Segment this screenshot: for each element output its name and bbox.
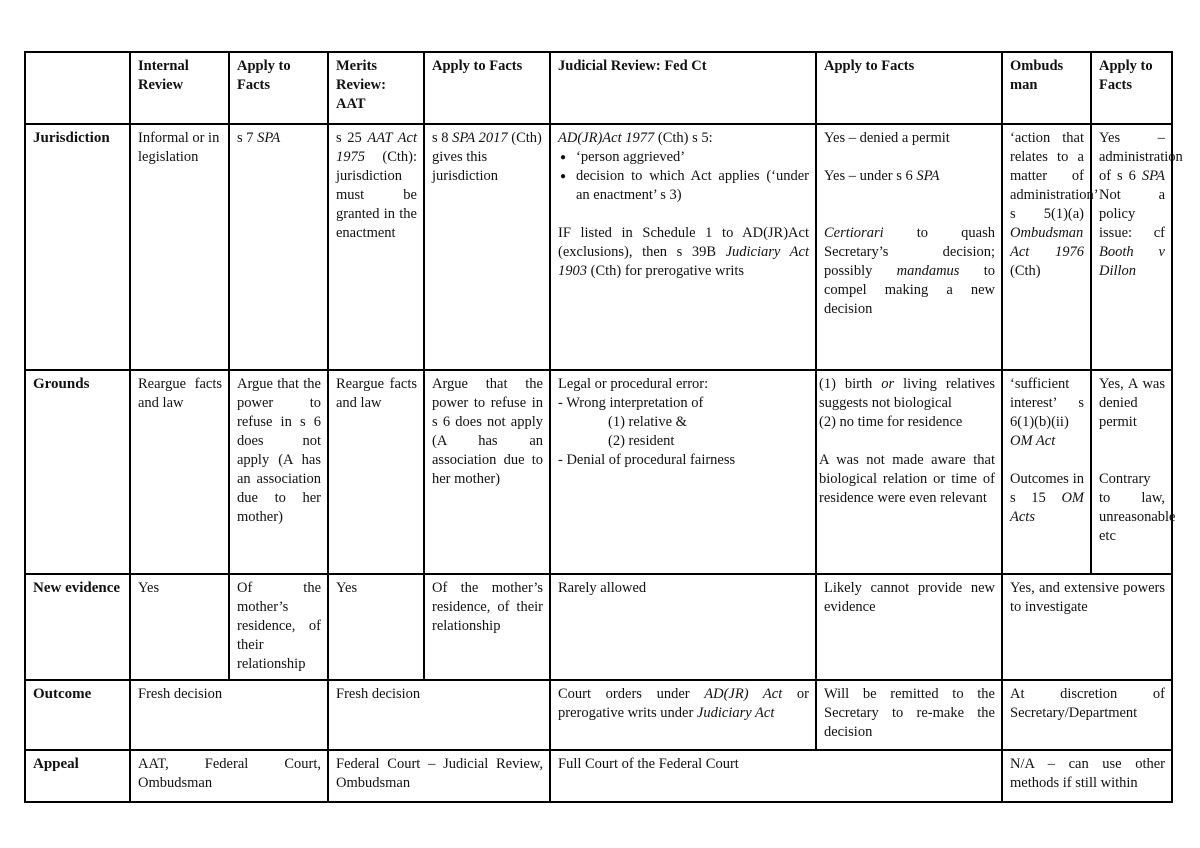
appeal-merits: Federal Court – Judicial Review, Ombudsman	[328, 750, 550, 802]
outcome-internal: Fresh decision	[130, 680, 328, 750]
new-evidence-internal: Yes	[130, 574, 229, 680]
header-apply-to-facts-4: Apply to Facts	[1091, 52, 1172, 124]
grounds-apply3: (1) birth or living relatives suggests not biological (2) no time for residence A was not made aware that biological relation or time of residence were even relevant	[816, 370, 1002, 574]
outcome-ombudsman: At discretion of Secretary/Department	[1002, 680, 1172, 750]
row-label-appeal: Appeal	[25, 750, 130, 802]
header-apply-to-facts-3: Apply to Facts	[816, 52, 1002, 124]
new-evidence-apply1: Of the mother’s residence, of their relationship	[229, 574, 328, 680]
grounds-merits: Reargue facts and law	[328, 370, 424, 574]
outcome-judicial-review: Court orders under AD(JR) Act or prerogative writs under Judiciary Act	[550, 680, 816, 750]
jurisdiction-apply2: s 8 SPA 2017 (Cth) gives this jurisdiction	[424, 124, 550, 370]
review-comparison-table	[24, 51, 1183, 803]
new-evidence-apply2: Of the mother’s residence, of their relationship	[424, 574, 550, 680]
grounds-apply4: Yes, A was denied permit Contrary to law, unreasonable etc	[1091, 370, 1172, 574]
row-label-grounds: Grounds	[25, 370, 130, 574]
header-apply-to-facts-1: Apply to Facts	[229, 52, 328, 124]
jr-criteria-list	[558, 148, 809, 205]
new-evidence-merits: Yes	[328, 574, 424, 680]
jr-criterion-person-aggrieved: ● ‘person aggrieved’	[576, 148, 809, 167]
jurisdiction-ombudsman: ‘action that relates to a matter of administration’ s 5(1)(a) Ombudsman Act 1976 (Cth)	[1002, 124, 1091, 370]
jr-criterion-decision: ● decision to which Act applies (‘under an enactment’ s 3)	[576, 167, 809, 205]
row-label-outcome: Outcome	[25, 680, 130, 750]
header-merits-review: Merits Review: AAT	[328, 52, 424, 124]
header-ombudsman: Ombuds man	[1002, 52, 1091, 124]
appeal-judicial-review: Full Court of the Federal Court	[550, 750, 1002, 802]
appeal-row	[25, 750, 1172, 802]
header-internal-review: Internal Review	[130, 52, 229, 124]
jurisdiction-apply4: Yes – administration of s 6 SPA Not a policy issue: cf Booth v Dillon	[1091, 124, 1172, 370]
header-row	[25, 52, 1172, 124]
grounds-apply2: Argue that the power to refuse in s 6 does not apply (A has an association due to her mother)	[424, 370, 550, 574]
new-evidence-row	[25, 574, 1172, 680]
row-label-new-evidence: New evidence	[25, 574, 130, 680]
header-apply-to-facts-2: Apply to Facts	[424, 52, 550, 124]
appeal-internal: AAT, Federal Court, Ombudsman	[130, 750, 328, 802]
new-evidence-ombudsman: Yes, and extensive powers to investigate	[1002, 574, 1172, 680]
jurisdiction-merits: s 25 AAT Act 1975 (Cth): jurisdiction must be granted in the enactment	[328, 124, 424, 370]
jurisdiction-judicial-review: AD(JR)Act 1977 (Cth) s 5: ● ‘person aggrieved’ ● decision to which Act applies (‘under an enactment’ s 3) IF listed in Schedule 1 to AD(JR)Act (exclusions), then s 39B Judiciary Act 1903 (Cth) for prerogative writs	[550, 124, 816, 370]
appeal-ombudsman: N/A – can use other methods if still within	[1002, 750, 1172, 802]
grounds-judicial-review: Legal or procedural error: - Wrong interpretation of (1) relative & (2) resident - Denial of procedural fairness	[550, 370, 816, 574]
corner-cell	[25, 52, 130, 124]
new-evidence-apply3: Likely cannot provide new evidence	[816, 574, 1002, 680]
grounds-internal: Reargue facts and law	[130, 370, 229, 574]
outcome-merits: Fresh decision	[328, 680, 550, 750]
header-judicial-review: Judicial Review: Fed Ct	[550, 52, 816, 124]
jurisdiction-apply3: Yes – denied a permit Yes – under s 6 SPA Certiorari to quash Secretary’s decision; possibly mandamus to compel making a new decision	[816, 124, 1002, 370]
grounds-ombudsman: ‘sufficient interest’ s 6(1)(b)(ii) OM Act Outcomes in s 15 OM Acts	[1002, 370, 1091, 574]
new-evidence-judicial-review: Rarely allowed	[550, 574, 816, 680]
row-label-jurisdiction: Jurisdiction	[25, 124, 130, 370]
jurisdiction-apply1: s 7 SPA	[229, 124, 328, 370]
outcome-apply3: Will be remitted to the Secretary to re-make the decision	[816, 680, 1002, 750]
outcome-row	[25, 680, 1172, 750]
grounds-apply1: Argue that the power to refuse in s 6 does not apply (A has an association due to her mother)	[229, 370, 328, 574]
grounds-row	[25, 370, 1172, 574]
jurisdiction-row	[25, 124, 1172, 370]
jurisdiction-internal: Informal or in legislation	[130, 124, 229, 370]
